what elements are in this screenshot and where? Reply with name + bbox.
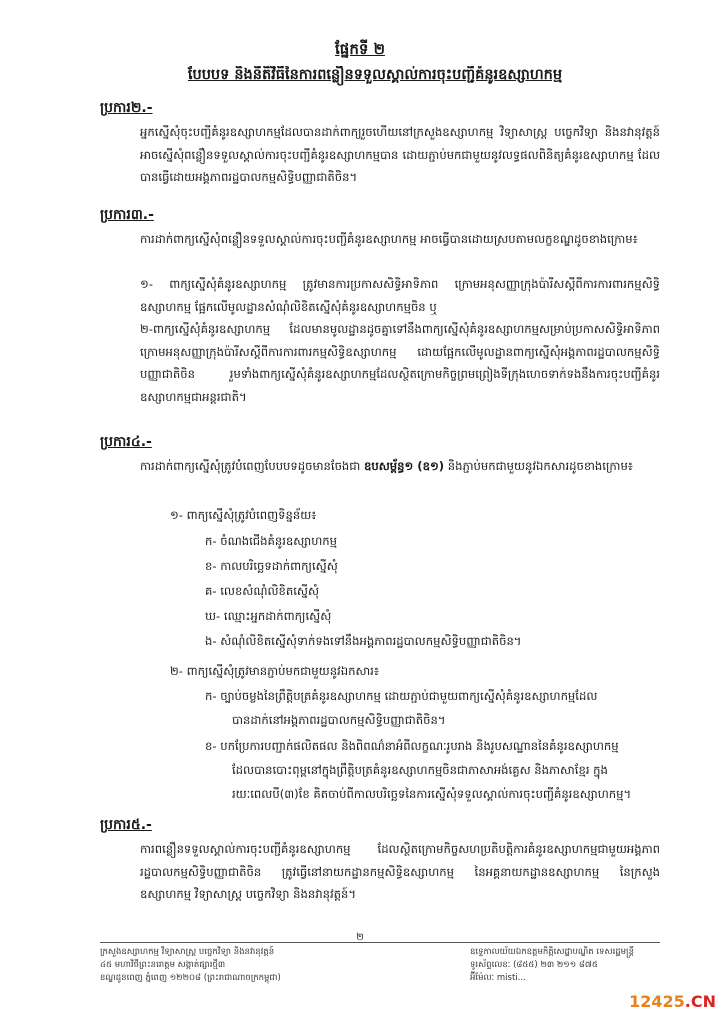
contact-line: ទូរស័ព្ទលេខៈ (៨៥៥) ២៣ ២១១ ៨៧៥: [470, 960, 598, 970]
contact-line: ឧទ្ទេកាលយ័យឯកឧត្តមកិត្តិសេដ្ឋាបណ្ឌិត ទេសរដ្ឋមន្ត្រី: [470, 947, 634, 957]
article-4-text-pre: ការដាក់ពាក្យស្នើសុំត្រូវបំពេញបែបបទដូចមានចែងជា: [140, 459, 365, 473]
address-line: ៤៥ មហាវិថីព្រះនរោត្តម សង្កាត់ផ្សារថ្មី៣: [100, 960, 226, 970]
article-5-paragraph: ការពន្លឿនទទួលស្គាល់ការចុះបញ្ជីគំនូរឧស្សាហកម្ម ដែលស្ថិតក្រោមកិច្ចសហប្រតិបត្តិការគំនូរឧស្សាហកម្មជាមួយអង្គភាពរដ្ឋបាលកម្មសិទ្ធិបញ្ញាជាតិចិន ត្រូវធ្វើនៅនាយកដ្ឋានកម្មសិទ្ធិឧស្សាហកម្ម នៃអគ្គនាយកដ្ឋានឧស្សាហកម្ម នៃក្រសួងឧស្សាហកម្ម វិទ្យាសាស្ត្រ បច្ចេកវិទ្យា និងនវានុវត្តន៍។: [140, 842, 660, 901]
article-3-item-2-text: ២-ពាក្យស្នើសុំគំនូរឧស្សាហកម្ម ដែលមានមូលដ្ឋានដូចគ្នាទៅនឹងពាក្យស្នើសុំគំនូរឧស្សាហកម្មសម្រាប់ប្រកាសសិទ្ធិអាទិភាព ក្រោមអនុសញ្ញាក្រុងប៉ារីសស្តីពីការការពារកម្មសិទ្ធិឧស្សាហកម្ម ដោយផ្អែកលើមូលដ្ឋានពាក្យស្នើសុំអង្គភាពរដ្ឋបាលកម្មសិទ្ធិបញ្ញាជាតិចិន រួមទាំងពាក្យស្នើសុំគំនូរឧស្សាហកម្មដែលស្ថិតក្រោមកិច្ចព្រមព្រៀងទីក្រុងហេចទាក់ទងនឹងការចុះបញ្ជីគំនូរឧស្សាហកម្មជាអន្តរជាតិ។: [140, 322, 660, 404]
section-title: បែបបទ និងនីតិវិធីនៃការពន្លឿនទទួលស្គាល់ការចុះបញ្ជីគំនូរឧស្សាហកម្ម: [187, 67, 563, 83]
list-1-item: ឃ- ឈ្មោះអ្នកដាក់ពាក្យស្នើសុំ: [205, 609, 332, 623]
article-2-paragraph: អ្នកស្នើសុំចុះបញ្ជីគំនូរឧស្សាហកម្មដែលបានដាក់ពាក្យរួចហើយនៅក្រសួងឧស្សាហកម្ម វិទ្យាសាស្ត្រ បច្ចេកវិទ្យា និងនវានុវត្តន៍ អាចស្នើសុំពន្លឿនទទួលស្គាល់ការចុះបញ្ជីគំនូរឧស្សាហកម្មបាន ដោយភ្ជាប់មកជាមួយនូវលទ្ធផលពិនិត្យគំនូរឧស្សាហកម្ម ដែលបានធ្វើដោយអង្គភាពរដ្ឋបាលកម្មសិទ្ធិបញ្ញាជាតិចិន។: [140, 125, 660, 184]
site-watermark: [629, 992, 716, 1011]
page-footer: [0, 930, 720, 1017]
article-3-item-2: [100, 318, 660, 408]
article-2-text: [100, 121, 660, 189]
article-3-paragraph: ការដាក់ពាក្យស្នើសុំពន្លឿនទទួលស្គាល់ការចុះបញ្ជីគំនូរឧស្សាហកម្ម អាចធ្វើបានដោយស្របតាមលក្ខខណ្ឌដូចខាងក្រោម៖: [140, 232, 638, 246]
article-4-text: [100, 455, 660, 478]
article-4-text-post: និងភ្ជាប់មកជាមួយនូវឯកសារដូចខាងក្រោម៖: [444, 459, 633, 473]
article-3-item-1: [100, 273, 660, 318]
list-1-item: ក- ចំណងជើងគំនូរឧស្សាហកម្ម: [205, 534, 338, 548]
list-1-item: ខ- កាលបរិច្ឆេទដាក់ពាក្យស្នើសុំ: [205, 559, 338, 573]
list-2-item-b-line-3: រយៈពេលបី(៣)ខែ គិតចាប់ពីកាលបរិច្ឆេទនៃការស្នើសុំទទួលស្គាល់ការចុះបញ្ជីគំនូរឧស្សាហកម្ម។: [232, 787, 632, 801]
contact-info: [470, 946, 670, 985]
article-3-heading: ប្រការ៣.-: [100, 207, 154, 223]
page-number: ២: [356, 932, 364, 943]
list-2-title: ២- ពាក្យស្នើសុំត្រូវមានភ្ជាប់មកជាមួយនូវឯកសារ៖: [170, 664, 379, 678]
list-1-item: គ- លេខសំណុំលិខិតស្នើសុំ: [205, 584, 320, 598]
address-line: ក្រសួងឧស្សាហកម្ម វិទ្យាសាស្ត្រ បច្ចេកវិទ្យា និងនវានុវត្តន៍: [100, 947, 275, 957]
ministry-address: [100, 946, 400, 985]
list-2-item-b-line-2: ដែលបានបោះពុម្ពនៅក្នុងព្រឹត្តិបត្រគំនូរឧស្សាហកម្មចិនជាភាសាអង់គ្លេស និងភាសាខ្មែរ ក្នុង: [232, 763, 608, 777]
list-2-item-a-line-1: ក- ច្បាប់ចម្លងនៃព្រឹត្តិបត្រគំនូរឧស្សាហកម្ម ដោយភ្ជាប់ជាមួយពាក្យស្នើសុំគំនូរឧស្សាហកម្មដែល: [205, 689, 598, 703]
list-1-item: ង- សំណុំលិខិតស្នើសុំទាក់ទងទៅនឹងអង្គភាពរដ្ឋបាលកម្មសិទ្ធិបញ្ញាជាតិចិន។: [205, 634, 522, 648]
list-2-item-a-line-2: បានដាក់នៅអង្គភាពរដ្ឋបាលកម្មសិទ្ធិបញ្ញាជាតិចិន។: [232, 713, 446, 727]
chapter-heading: ផ្នែកទី ២: [335, 40, 385, 58]
annex-1-reference: ឧបសម្ព័ន្ធ១ (ឧ១): [364, 459, 445, 473]
list-2-item-b-line-1: ខ- បកប្រែការបញ្ជាក់ផលិតផល និងពិពណ៌នាអំពីលក្ខណៈរូបរាង និងរូបសណ្ឋាននៃគំនូរឧស្សាហកម្ម: [205, 739, 619, 753]
contact-line: អ៊ីម៉ែលៈ misti...: [470, 973, 526, 983]
address-line: ខណ្ឌដូនពេញ ភ្នំពេញ ១២២០៨ (ព្រះរាជាណាចក្រកម្ពុជា): [100, 973, 281, 983]
article-3-text: [100, 228, 660, 251]
article-5-text: [100, 838, 660, 906]
footer-divider: [100, 942, 660, 943]
watermark-number: 12425: [629, 992, 685, 1011]
watermark-domain: .CN: [684, 992, 716, 1011]
article-4-heading: ប្រការ៤.-: [100, 434, 152, 450]
article-3-item-1-text: ១- ពាក្យស្នើសុំគំនូរឧស្សាហកម្ម ត្រូវមានការប្រកាសសិទ្ធិអាទិភាព ក្រោមអនុសញ្ញាក្រុងប៉ារីសស្តីពីការការពារកម្មសិទ្ធិឧស្សាហកម្ម ផ្អែកលើមូលដ្ឋានសំណុំលិខិតស្នើសុំគំនូរឧស្សាហកម្មចិន ឬ: [140, 277, 660, 314]
article-2-heading: ប្រការ២.-: [100, 100, 153, 116]
list-1-title: ១- ពាក្យស្នើសុំត្រូវបំពេញទិន្នន័យ៖: [170, 508, 317, 522]
article-5-heading: ប្រការ៥.-: [100, 817, 152, 833]
